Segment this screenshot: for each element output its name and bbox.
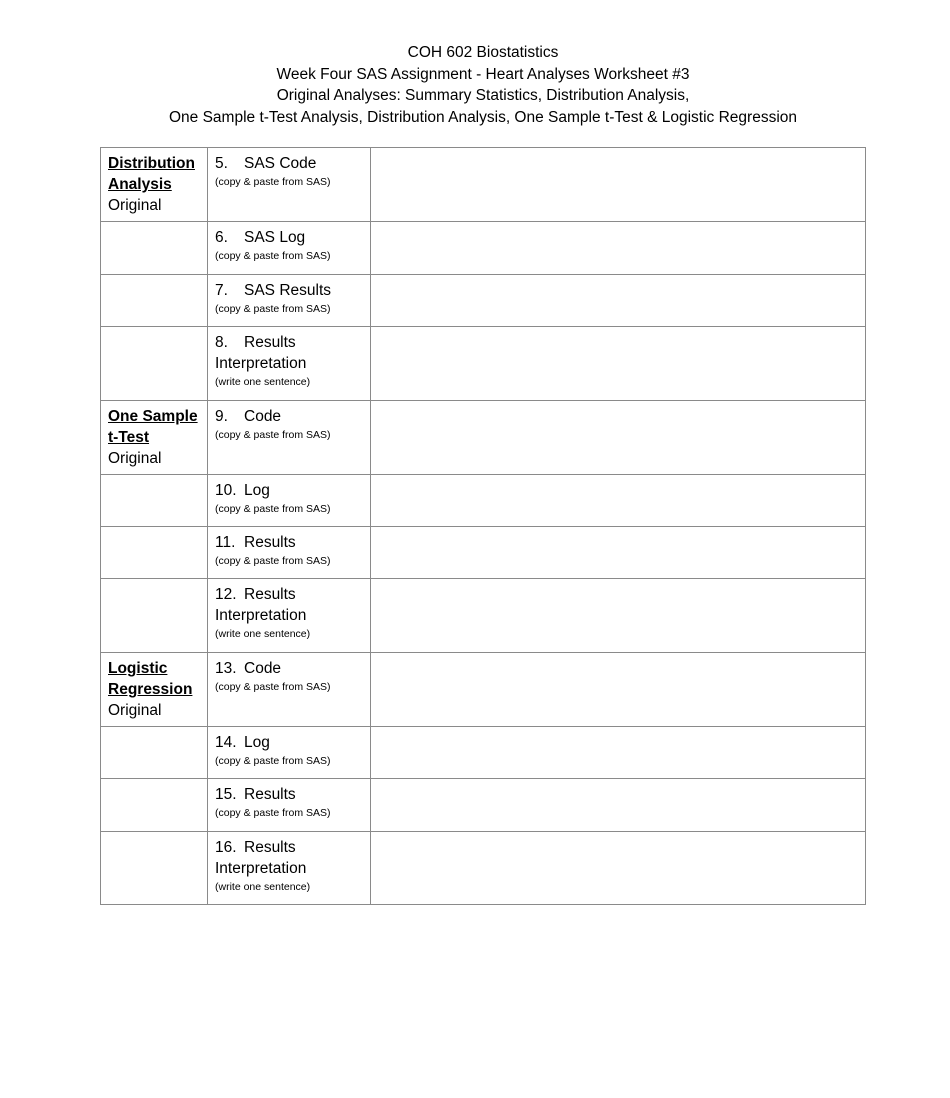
item-note: (copy & paste from SAS) xyxy=(215,429,331,441)
section-cell xyxy=(101,727,208,779)
item-number: 9. xyxy=(215,408,228,425)
item-number: 5. xyxy=(215,155,228,172)
assignment-title: Week Four SAS Assignment - Heart Analyses Worksheet #3 xyxy=(276,65,690,83)
item-cell xyxy=(208,832,371,905)
answer-cell[interactable] xyxy=(371,475,866,527)
table-row xyxy=(101,527,866,579)
answer-cell[interactable] xyxy=(371,222,866,275)
answer-cell[interactable] xyxy=(371,275,866,327)
analyses-line-1: Original Analyses: Summary Statistics, Distribution Analysis, xyxy=(276,87,690,104)
item-note: (copy & paste from SAS) xyxy=(215,503,331,515)
answer-cell[interactable] xyxy=(371,148,866,222)
section-cell xyxy=(101,148,208,222)
item-note: (copy & paste from SAS) xyxy=(215,755,331,767)
section-title: t-Test xyxy=(108,429,150,446)
section-cell xyxy=(101,275,208,327)
section-title: Regression xyxy=(108,681,193,698)
worksheet-table xyxy=(100,147,866,905)
item-label: Results xyxy=(244,534,296,551)
item-label-line2: Interpretation xyxy=(215,860,307,877)
item-label-line2: Interpretation xyxy=(215,607,307,624)
section-cell xyxy=(101,527,208,579)
item-cell xyxy=(208,579,371,653)
item-cell xyxy=(208,327,371,401)
item-note: (copy & paste from SAS) xyxy=(215,303,331,315)
answer-cell[interactable] xyxy=(371,832,866,905)
table-row xyxy=(101,401,866,475)
item-note: (write one sentence) xyxy=(215,628,311,640)
item-note: (copy & paste from SAS) xyxy=(215,250,331,262)
table-row xyxy=(101,579,866,653)
item-number: 6. xyxy=(215,229,228,246)
section-title: Logistic xyxy=(108,660,168,677)
item-number: 12. xyxy=(215,586,237,603)
section-subtitle: Original xyxy=(108,702,162,719)
answer-cell[interactable] xyxy=(371,779,866,832)
item-number: 7. xyxy=(215,282,228,299)
item-cell xyxy=(208,727,371,779)
answer-cell[interactable] xyxy=(371,653,866,727)
table-row xyxy=(101,653,866,727)
item-number: 8. xyxy=(215,334,228,351)
item-label: SAS Code xyxy=(244,155,317,172)
item-label: SAS Results xyxy=(244,282,332,299)
item-cell xyxy=(208,275,371,327)
answer-cell[interactable] xyxy=(371,401,866,475)
table-row xyxy=(101,327,866,401)
item-label: Results xyxy=(244,786,296,803)
item-note: (write one sentence) xyxy=(215,881,311,893)
item-note: (copy & paste from SAS) xyxy=(215,176,331,188)
item-cell xyxy=(208,148,371,222)
item-number: 16. xyxy=(215,839,237,856)
table-row xyxy=(101,832,866,905)
analyses-line-2: One Sample t-Test Analysis, Distribution Analysis, One Sample t-Test & Logistic Regression xyxy=(168,108,798,126)
item-cell xyxy=(208,401,371,475)
item-note: (copy & paste from SAS) xyxy=(215,681,331,693)
section-title: One Sample xyxy=(108,408,198,425)
item-number: 14. xyxy=(215,734,237,751)
section-subtitle: Original xyxy=(108,197,162,214)
item-label: Results xyxy=(244,839,296,856)
item-label: Code xyxy=(244,408,282,425)
item-label: Results xyxy=(244,334,296,351)
item-number: 15. xyxy=(215,786,237,803)
table-row xyxy=(101,779,866,832)
item-label: Code xyxy=(244,660,282,677)
section-cell xyxy=(101,579,208,653)
answer-cell[interactable] xyxy=(371,527,866,579)
item-label: Results xyxy=(244,586,296,603)
item-note: (copy & paste from SAS) xyxy=(215,555,331,567)
item-label: SAS Log xyxy=(244,229,306,246)
item-label: Log xyxy=(244,734,270,751)
section-title: Distribution xyxy=(108,155,195,172)
section-cell xyxy=(101,222,208,275)
item-label: Log xyxy=(244,482,270,499)
section-cell xyxy=(101,327,208,401)
item-label-line2: Interpretation xyxy=(215,355,307,372)
section-cell xyxy=(101,401,208,475)
section-title: Analysis xyxy=(108,176,172,193)
table-row xyxy=(101,275,866,327)
section-cell xyxy=(101,832,208,905)
item-cell xyxy=(208,527,371,579)
item-note: (copy & paste from SAS) xyxy=(215,807,331,819)
section-cell xyxy=(101,779,208,832)
item-number: 13. xyxy=(215,660,237,677)
item-cell xyxy=(208,653,371,727)
table-row xyxy=(101,475,866,527)
item-number: 10. xyxy=(215,482,237,499)
section-subtitle: Original xyxy=(108,450,162,467)
section-cell xyxy=(101,653,208,727)
item-number: 11. xyxy=(215,534,236,551)
answer-cell[interactable] xyxy=(371,579,866,653)
table-row xyxy=(101,222,866,275)
answer-cell[interactable] xyxy=(371,327,866,401)
table-row xyxy=(101,727,866,779)
item-cell xyxy=(208,475,371,527)
answer-cell[interactable] xyxy=(371,727,866,779)
course-title: COH 602 Biostatistics xyxy=(407,44,559,61)
document-header xyxy=(0,42,950,128)
section-cell xyxy=(101,475,208,527)
item-cell xyxy=(208,222,371,275)
table-row xyxy=(101,148,866,222)
item-note: (write one sentence) xyxy=(215,376,311,388)
item-cell xyxy=(208,779,371,832)
